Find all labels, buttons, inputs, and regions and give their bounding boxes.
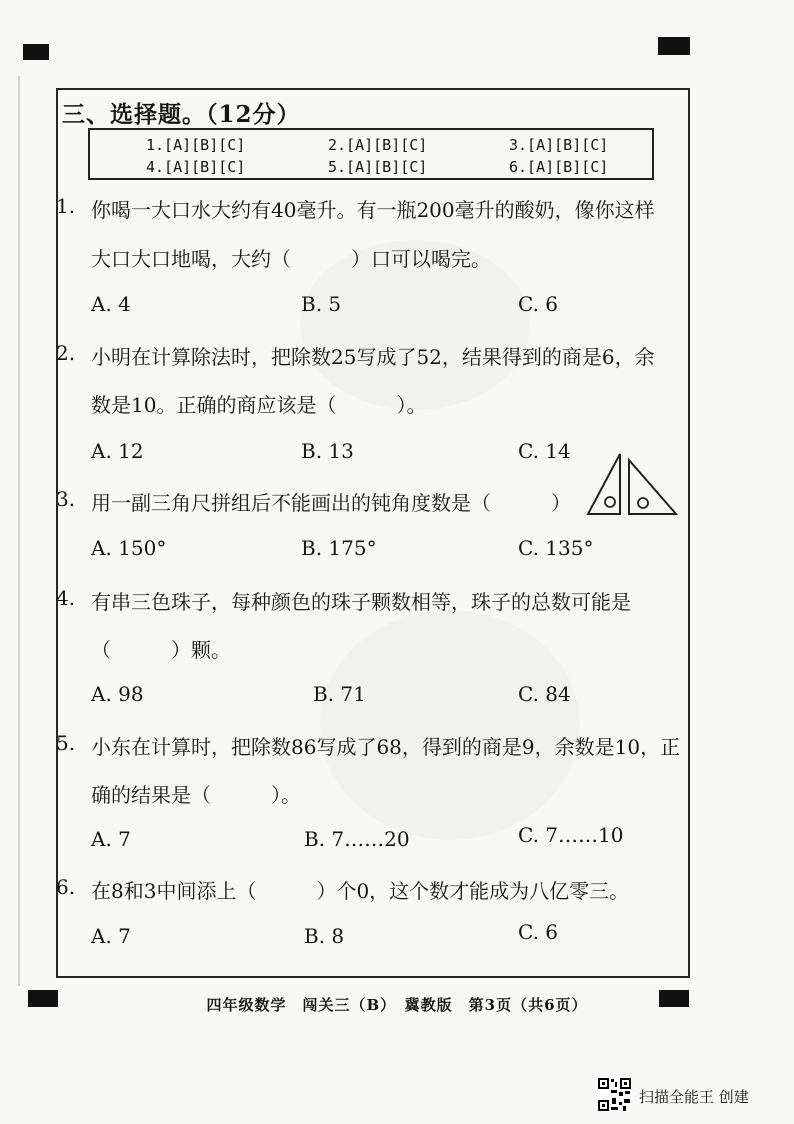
option-c: C. 6 bbox=[518, 920, 559, 944]
option-a: A. 7 bbox=[91, 924, 131, 948]
question-number: 2. bbox=[56, 341, 76, 365]
question-text: 你喝一大口水大约有40毫升。有一瓶200毫升的酸奶，像你这样 bbox=[91, 198, 655, 222]
question-text: 确的结果是（ ）。 bbox=[91, 783, 301, 807]
option-a: A. 7 bbox=[91, 827, 131, 851]
option-c: C. 14 bbox=[518, 439, 571, 463]
question-text: 在8和3中间添上（ ）个0，这个数才能成为八亿零三。 bbox=[91, 879, 630, 903]
option-b: B. 8 bbox=[304, 924, 345, 948]
answer-sheet-box bbox=[88, 128, 654, 180]
scanner-watermark-text: 扫描全能王 创建 bbox=[639, 1088, 749, 1106]
answer-choice-3: 3.[A][B][C] bbox=[509, 136, 609, 154]
question-text: 大口大口地喝，大约（ ）口可以喝完。 bbox=[91, 247, 491, 271]
option-a: A. 12 bbox=[91, 439, 144, 463]
triangle-rulers-icon bbox=[586, 452, 678, 520]
answer-choice-2: 2.[A][B][C] bbox=[328, 136, 428, 154]
question-text: 用一副三角尺拼组后不能画出的钝角度数是（ ） bbox=[91, 491, 571, 515]
question-text: 数是10。正确的商应该是（ ）。 bbox=[91, 393, 427, 417]
option-c: C. 135° bbox=[518, 536, 594, 560]
option-b: B. 175° bbox=[301, 536, 377, 560]
option-c: C. 7……10 bbox=[518, 823, 624, 847]
question-number: 4. bbox=[56, 586, 76, 610]
question-text: 小明在计算除法时，把除数25写成了52，结果得到的商是6，余 bbox=[91, 345, 655, 369]
option-b: B. 7……20 bbox=[304, 827, 410, 851]
question-number: 6. bbox=[56, 875, 76, 899]
option-b: B. 5 bbox=[301, 292, 342, 316]
question-number: 3. bbox=[56, 487, 76, 511]
section-title: 三、选择题。（12分） bbox=[62, 101, 301, 128]
option-a: A. 150° bbox=[91, 536, 167, 560]
option-a: A. 4 bbox=[91, 292, 131, 316]
option-b: B. 13 bbox=[301, 439, 354, 463]
question-text: 小东在计算时，把除数86写成了68，得到的商是9，余数是10，正 bbox=[91, 735, 681, 759]
answer-choice-5: 5.[A][B][C] bbox=[328, 158, 428, 176]
registration-mark bbox=[658, 37, 690, 55]
question-text: （ ）颗。 bbox=[91, 638, 231, 662]
page-footer: 四年级数学 闯关三（B） 冀教版 第3页（共6页） bbox=[206, 996, 588, 1014]
option-b: B. 71 bbox=[313, 682, 366, 706]
answer-choice-6: 6.[A][B][C] bbox=[509, 158, 609, 176]
registration-mark bbox=[23, 44, 49, 60]
question-text: 有串三色珠子，每种颜色的珠子颗数相等，珠子的总数可能是 bbox=[91, 590, 631, 614]
question-number: 1. bbox=[56, 194, 76, 218]
option-c: C. 6 bbox=[518, 292, 559, 316]
question-number: 5. bbox=[56, 731, 76, 755]
option-c: C. 84 bbox=[518, 682, 571, 706]
answer-choice-4: 4.[A][B][C] bbox=[146, 158, 246, 176]
option-a: A. 98 bbox=[91, 682, 144, 706]
page-edge-line bbox=[18, 76, 20, 986]
answer-choice-1: 1.[A][B][C] bbox=[146, 136, 246, 154]
qr-code-icon bbox=[597, 1077, 632, 1112]
